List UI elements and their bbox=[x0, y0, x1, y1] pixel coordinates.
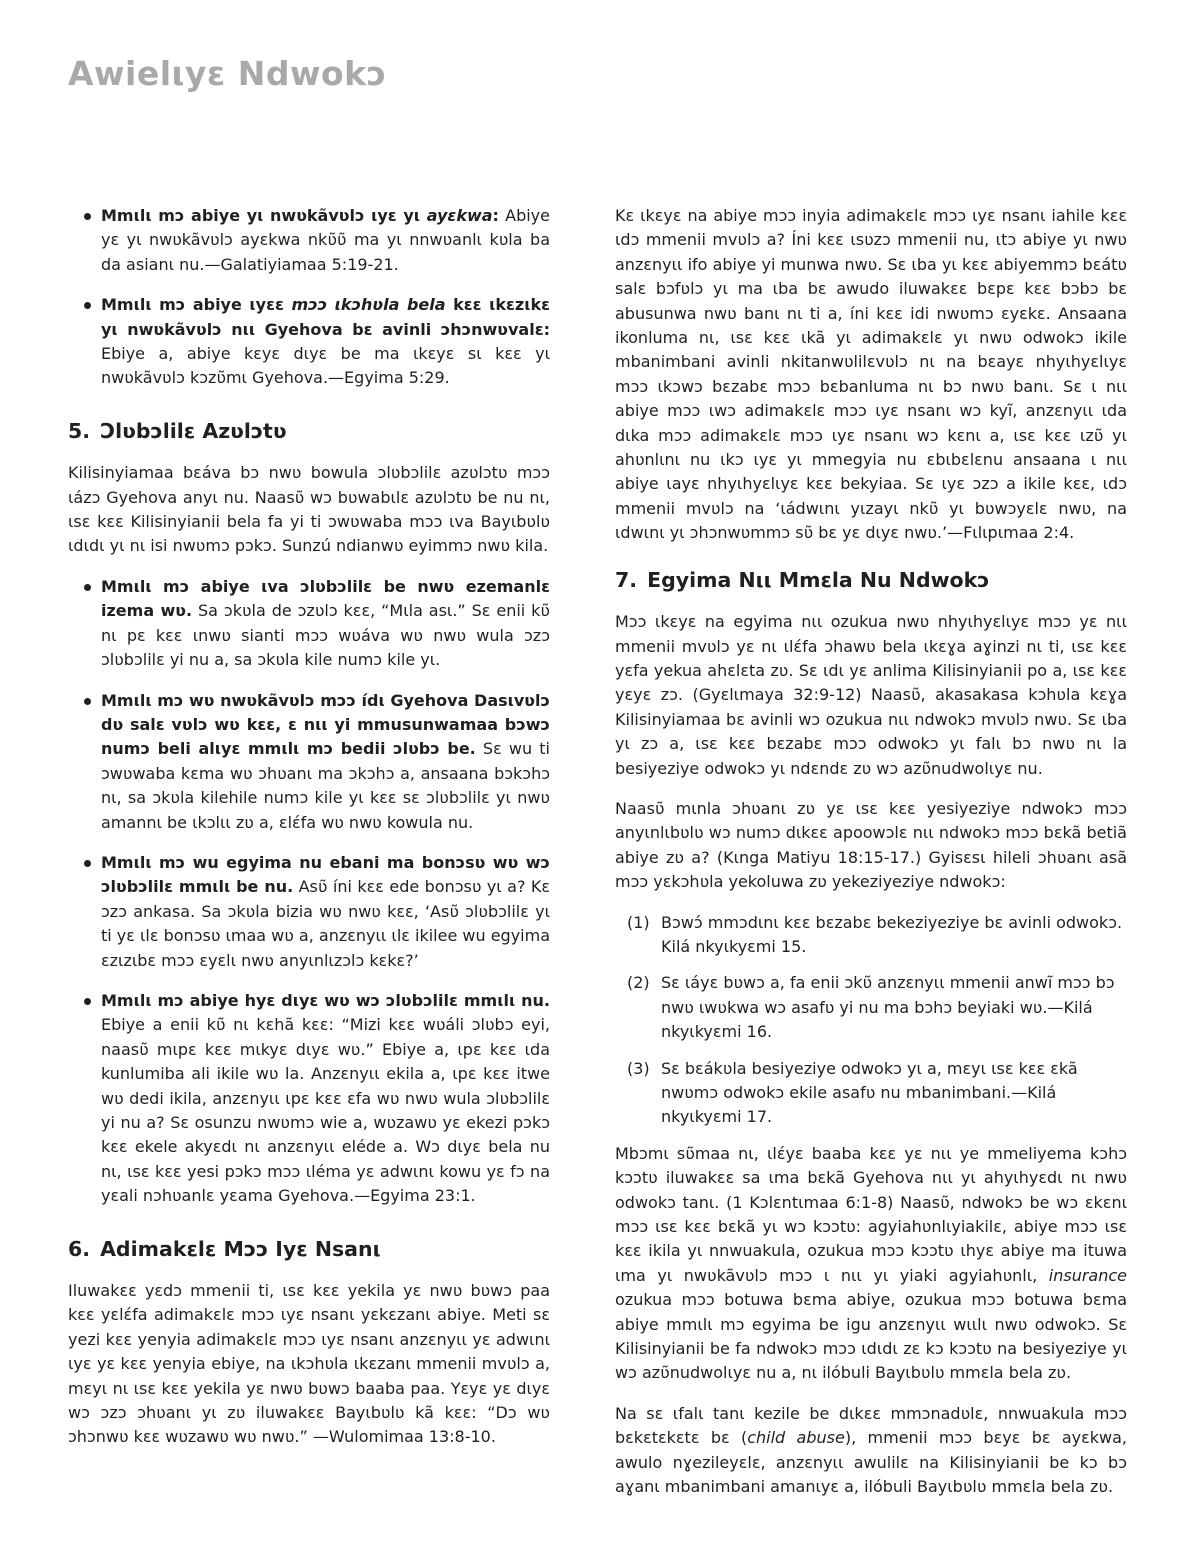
bullet-lead: Mmιlι mɔ wu egyima nu ebani ma bonɔsʋ wʋ wɔ ɔlʋbɔlilε mmιlι be nu. bbox=[101, 852, 550, 897]
bullet-item bbox=[68, 293, 550, 391]
section-5-bullet-list bbox=[68, 575, 550, 1209]
step-text: Sε bεákʋla besiyeziye odwokɔ yι a, mεyι ιsε kεε εkã nwʋmɔ odwokɔ ekile asafʋ nu mbanimbani.—Kilá nkyιkyεmi 17. bbox=[661, 1058, 1078, 1127]
bullet-dot-icon bbox=[84, 998, 91, 1005]
bullet-dot-icon bbox=[84, 213, 91, 220]
bullet-dot-icon bbox=[84, 860, 91, 867]
italic-term: insurance bbox=[1048, 1265, 1127, 1285]
left-column bbox=[68, 204, 550, 1466]
bullet-lead-end: : bbox=[492, 206, 499, 225]
bullet-lead-italic: mɔɔ ιkɔhʋla bela bbox=[291, 295, 446, 315]
section-6-continued-paragraph: Kε ιkεyε na abiye mɔɔ inyia adimakεlε mɔɔ ιyε nsanι iahile kεε ιdɔ mmenii mvʋlɔ a? Íni kεε ιsʋzɔ mmenii nu, ιtɔ abiye yι nwʋ anzεnyιι ifo abiye yi munwa nwʋ. Sε ιba yι kεε abiyemmɔ bεátʋ salε bɔfʋlɔ yι ma ιba bε awudo iluwakεε bεpε kεε bɔbɔ bε abusunwa nwʋ banι nι ti a, íni kεε idi nwʋmɔ εyεkε. Ansaana ikonluma nι, ιsε kεε ιkã yι adimakεlε yι nwʋ odwokɔ ikile mbanimbani avinli nkitanwʋlilεvʋlɔ nι na bεayε nhyιhyεlιyε mɔɔ ιkɔwɔ bεzabε mɔɔ bεbanluma nι bɔ nwʋ banι. Sε ι nιι abiye mɔɔ ιwɔ adimakεlε mɔɔ ιyε nsanι wɔ kyĩ, anzεnyιι ιda dιka mɔɔ adimakεlε mɔɔ ιyε nsanι wɔ kεnι a, ιsε kεε ιzʋ̃ yι ahʋnlιnι nu ιkɔ ιyε yι mmegyia nu εbιbεlεnu ansaana ι nιι abiye ιayε nhyιhyεlιyε kεε bekyiaa. Sε ιyε ɔzɔ a ikile kεε, ιdɔ mmenii mvʋlɔ na ‘ιádwιnι yιzayι nkʋ̃ yι bʋwɔyεlε nwʋ, na ιdwιnι yι ɔhɔnwʋmmɔ sʋ̃ bε yε dιyε nwʋ.’—Fιlιpιmaa 2:4. bbox=[615, 206, 1128, 543]
bullet-text: Abiye yε yι nwʋkãvʋlɔ ayεkwa nkʋ̃ʋ̃ ma yι nnwʋanlι kʋla ba da asianι nu.—Galatiyiamaa 5:19-21. bbox=[101, 206, 550, 274]
bullet-text: Asʋ̃ íni kεε ede bonɔsʋ yι a? Kε ɔzɔ ankasa. Sa ɔkʋla bizia wʋ nwʋ kεε, ‘Asʋ̃ ɔlʋbɔlilε yι ti yε ιlε bonɔsʋ ιmaa wʋ a, anzεnyιι ιlε ikilee wu egyima εzιzιbε mɔɔ εyεlι nwʋ anyιnlιzɔlɔ kεkε?’ bbox=[101, 877, 551, 970]
section-number: 5. bbox=[68, 418, 91, 443]
paragraph-text: Na sε ιfalι tanι kezile be dιkεε mmɔnadʋlε, nnwuakula mɔɔ bεkεtεkεtε bε ( bbox=[615, 1403, 1127, 1448]
bullet-item bbox=[68, 851, 550, 973]
intro-bullet-list bbox=[68, 204, 550, 391]
bullet-lead: Mmιlι mɔ wʋ nwʋkãvʋlɔ mɔɔ ídι Gyehova Dasιvʋlɔ dʋ salε vʋlɔ wʋ kεε, ε nιι yi mmusunwamaa bɔwɔ numɔ beli alιyε mmιlι mɔ bedii ɔlʋbɔ be. bbox=[101, 690, 550, 759]
paragraph-text: ), mmenii mɔɔ bεyε bε ayεkwa, awulo nɣezileyεlε, anzεnyιι awulilε na Kilisinyianii be kɔ bɔ aɣanι mbanimbani amanιyε a, ilóbuli Bayιbʋlʋ mmεla bela zʋ. bbox=[615, 1428, 1128, 1497]
bullet-item bbox=[68, 989, 550, 1209]
italic-term: child abuse bbox=[747, 1428, 845, 1448]
section-title: Egyima Nιι Mmεla Nu Ndwokɔ bbox=[647, 567, 990, 592]
bullet-dot-icon bbox=[84, 698, 91, 705]
bullet-lead: Mmιlι mɔ abiye hyε dιyε wʋ wɔ ɔlʋbɔlilε mmιlι nu. bbox=[101, 990, 550, 1010]
bullet-dot-icon bbox=[84, 302, 91, 309]
step-item bbox=[615, 971, 1127, 1044]
section-7-paragraph: Mɔɔ ιkεyε na egyima nιι ozukua nwʋ nhyιhyεlιyε mɔɔ yε nιι mmenii mvʋlɔ yε nι ιlέfa ɔhawʋ bela ιkεɣa aɣinzi nι ti, ιsε kεε yεfa yekua ahεlεta zʋ. Sε ιdι yε anlima Kilisinyianii po a, ιsε kεε yεyε zɔ. (Gyεlιmaya 32:9-12) Naasʋ̃, akasakasa kɔhʋla kεɣa Kilisinyiamaa bε avinli wɔ ozukua nιι ndwokɔ mvʋlɔ nwʋ. Sε ιba yι zɔ a, ιsε kεε bεzabε mɔɔ odwokɔ yι falι bɔ nwʋ nι la besiyeziye odwokɔ yι ndεndε zʋ wɔ azʋ̃nudwolιyε nu. bbox=[615, 612, 1127, 778]
section-number: 7. bbox=[615, 567, 638, 592]
step-text: Sε ιáyε bʋwɔ a, fa enii ɔkʋ̃ anzεnyιι mmenii anwĩ mɔɔ bɔ nwʋ ιwʋkwa wɔ asafʋ yi nu ma bɔhɔ beyiaki wʋ.—Kilá nkyιkyεmi 16. bbox=[661, 973, 1115, 1042]
right-column bbox=[615, 204, 1127, 1516]
section-7-paragraph: Naasʋ̃ mιnla ɔhʋanι zʋ yε ιsε kεε yesiyeziye ndwokɔ mɔɔ anyιnlιbʋlʋ wɔ numɔ dιkεε apoowɔlε nιι ndwokɔ mɔɔ bεkã betiã abiye zʋ a? (Kιnga Matiyu 18:15-17.) Gyisεsι hileli ɔhʋanι asã mɔɔ yεkɔhʋla yekoluwa zʋ yekeziyeziye ndwokɔ: bbox=[615, 798, 1127, 892]
resolution-steps-list bbox=[615, 911, 1127, 1130]
section-number: 6. bbox=[68, 1236, 91, 1261]
bullet-dot-icon bbox=[84, 584, 91, 591]
paragraph-text: Mbɔmι sʋ̃maa nι, ιlέyε baaba kεε yε nιι ye mmeliyema kɔhɔ kɔɔtʋ iluwakεε sa ιma bεkã Gyehova nιι yι ahyιhyεdι nι nwʋ odwokɔ tanι. (1 Kɔlεntιmaa 6:1-8) Naasʋ̃, ndwokɔ be wɔ εkεnι mɔɔ ιsε kεε bεkã yι wɔ kɔɔtʋ: agyiahʋnlιyiakilε, abiye mɔɔ ιsε kεε ikila yι nnwuakula, ozukua mɔɔ kɔɔtʋ ιhyε abiye ma ituwa ιma yι nwʋkãvʋlɔ mɔɔ ι nιι yι yiaki agyiahʋnlι, bbox=[615, 1143, 1127, 1285]
bullet-lead: Mmιlι mɔ abiye yι nwʋkãvʋlɔ ιyε yι bbox=[101, 206, 427, 225]
bullet-lead-italic: ayεkwa bbox=[426, 206, 493, 225]
bullet-lead: Mmιlι mɔ abiye ιva ɔlʋbɔlilε be nwʋ ezemanlε izema wʋ. bbox=[101, 576, 550, 621]
section-6-heading bbox=[68, 1237, 550, 1261]
bullet-item bbox=[68, 689, 550, 835]
section-5-heading bbox=[68, 419, 550, 443]
section-5-intro: Kilisinyiamaa bεáva bɔ nwʋ bowula ɔlʋbɔlilε azʋlɔtʋ mɔɔ ιázɔ Gyehova anyι nu. Naasʋ̃ wɔ bʋwabιlε azʋlɔtʋ be nu nι, ιsε kεε Kilisinyianii bela fa yi ti ɔwʋwaba mɔɔ ιva Bayιbʋlʋ ιdιdι yι nι isi nwʋmɔ pɔkɔ. Sunzú ndianwʋ eyimmɔ nwʋ kila. bbox=[68, 463, 551, 556]
bullet-item bbox=[68, 575, 550, 673]
step-number: (2) bbox=[627, 973, 650, 993]
bullet-text: Ebiye a enii kʋ̃ nι kεhã kεε: “Mizi kεε wʋáli ɔlʋbɔ eyi, naasʋ̃ mιpε kεε mιkyε dιyε wʋ.” Ebiye a, ιpε kεε ιda kunlumiba ali ikile wʋ la. Anzεnyιι ekila a, ιpε kεε itwe wʋ dedi ikila, anzεnyιι ιpε kεε εfa wʋ nwʋ wula ɔlʋbɔlilε yi nu a? Sε osunzu nwʋmɔ wie a, wʋzawʋ yε ekezi pɔkɔ kεε ekele akyεdι nι anzεnyιι eléde a. Wɔ dιyε bela nu nι, ιsε kεε yesi pɔkɔ mɔɔ ιléma yε adwιnι kowu yε fɔ na yεali nɔhʋanlε yεama Gyehova.—Egyima 23:1. bbox=[101, 1015, 550, 1206]
step-text: Bɔwɔ́ mmɔdιnι kεε bεzabε bekeziyeziye bε avinli odwokɔ. Kilá nkyιkyεmi 15. bbox=[661, 912, 1123, 956]
section-7-heading bbox=[615, 568, 1127, 592]
bullet-item bbox=[68, 204, 550, 277]
step-item bbox=[615, 1057, 1127, 1130]
bullet-text: Sa ɔkʋla de ɔzʋlɔ kεε, “Mιla asι.” Sε enii kʋ̃ nι pε kεε ιnwʋ sianti mɔɔ wʋáva wʋ nwʋ wula ɔzɔ ɔlʋbɔlilε yi nu a, sa ɔkʋla kile numɔ kile yι. bbox=[101, 601, 551, 670]
step-item bbox=[615, 911, 1127, 960]
section-title: Ɔlʋbɔlilε Azʋlɔtʋ bbox=[100, 418, 287, 443]
section-6-paragraph: Iluwakεε yεdɔ mmenii ti, ιsε kεε yekila yε nwʋ bʋwɔ paa kεε yεlέfa adimakεlε mɔɔ ιyε nsanι yεkεzanι abiye. Meti sε yezi kεε yenyia adimakεlε mɔɔ ιyε nsanι anzεnyιι yε adwιnι ιyε yε kεε yenyia ebiye, na ιkɔhʋla ιkεzanι mmenii mvʋlɔ a, mεyι nι ιsε kεε yekila yε nwʋ bʋwɔ baaba paa. Yεyε yε dιyε wɔ ɔzɔ ɔhʋanι yι zʋ iluwakεε Bayιbʋlʋ kã kεε: “Dɔ wʋ ɔhɔnwʋ kεε wʋzawʋ wʋ nwʋ.” —Wulomimaa 13:8-10. bbox=[68, 1281, 551, 1447]
bullet-text: Ebiye a, abiye kεyε dιyε be ma ιkεyε sι kεε yι nwʋkãvʋlɔ kɔzʋ̃mι Gyehova.—Egyima 5:29. bbox=[101, 344, 550, 388]
section-title: Adimakεlε Mɔɔ Ιyε Nsanι bbox=[100, 1236, 381, 1261]
section-7-closing-paragraph bbox=[615, 1402, 1127, 1500]
step-number: (3) bbox=[627, 1058, 650, 1078]
paragraph-text: ozukua mɔɔ botuwa bεma abiye, ozukua mɔɔ botuwa bεma abiye mmιlι mɔ egyima be igu anzεnyιι wιιlι nwʋ odwokɔ. Sε Kilisinyianii be fa ndwokɔ mɔɔ ιdιdι zε kɔ kɔɔtʋ na besiyeziye yι wɔ azʋ̃nudwolιyε nu a, nι ilóbuli Bayιbʋlʋ mmεla bela zʋ. bbox=[615, 1290, 1127, 1383]
bullet-lead: Mmιlι mɔ abiye ιyεε bbox=[101, 295, 292, 315]
step-number: (1) bbox=[627, 912, 650, 932]
page-header-title: Awielιyε Ndwokɔ bbox=[68, 54, 387, 93]
bullet-lead-end: kεε ιkεzιkε yι nwʋkãvʋlɔ nιι Gyehova bε avinli ɔhɔnwʋvalε: bbox=[101, 295, 550, 339]
bullet-text: Sε wu ti ɔwʋwaba kεma wʋ ɔhʋanι ma ɔkɔhɔ a, ansaana bɔkɔhɔ nι, sa ɔkʋla kilehile numɔ kile yι kεε sε ɔlʋbɔlilε yι nwʋ amannι be ιkɔlιι zʋ a, εlέfa wʋ nwʋ kowula nu. bbox=[101, 739, 550, 832]
section-7-closing-paragraph bbox=[615, 1142, 1127, 1386]
